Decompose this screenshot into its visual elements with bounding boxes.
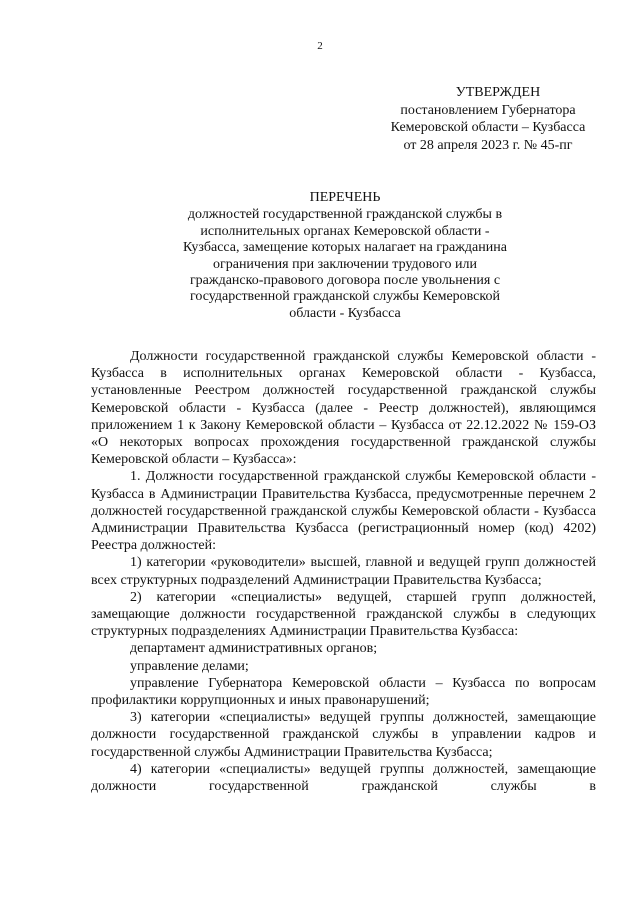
approval-block [370,84,606,154]
paragraph-subitem-4: 4) категории «специалисты» ведущей группы должностей, замещающие должности государственной гражданской службы в [91,761,596,795]
paragraph-department: управление Губернатора Кемеровской области – Кузбасса по вопросам профилактики коррупционных и иных правонарушений; [91,675,596,709]
approval-line: Кемеровской области – Кузбасса [390,120,586,135]
heading-line: гражданско-правового договора после увольнения с [189,273,501,289]
heading-line: государственной гражданской службы Кемеровской [190,289,500,305]
document-title: ПЕРЕЧЕНЬ [309,190,381,205]
heading-line: Кузбасса, замещение которых налагает на гражданина [183,240,507,256]
paragraph-subitem-2: 2) категории «специалисты» ведущей, старшей групп должностей, замещающие должности государственной гражданской службы в следующих структурных подразделениях Администрации Правительства Кузбасса: [91,589,596,640]
approval-title: УТВЕРЖДЕН [455,85,541,100]
paragraph-department: департамент административных органов; [130,641,378,657]
paragraph-subitem-3: 3) категории «специалисты» ведущей группы должностей, замещающие должности государственной гражданской службы в управлении кадров и государственной службы Администрации Правительства Кузбасса; [91,710,596,760]
paragraph-department: управление делами; [130,658,249,674]
paragraph-subitem-1: 1) категории «руководители» высшей, главной и ведущей групп должностей всех структурных подразделений Администрации Правительства Кузбасса; [91,555,596,588]
approval-line: постановлением Губернатора [400,102,576,118]
heading-line: ограничения при заключении трудового или [212,256,478,272]
document-heading [150,190,540,322]
paragraph-intro: Должности государственной гражданской службы Кемеровской области - Кузбасса в исполнительных органах Кемеровской области - Кузбасса, установленные Реестром должностей государственной гражданской службы Кемеровской области - Кузбасса (далее - Реестр должностей), являющимся приложением 1 к Закону Кемеровской области – Кузбасса от 22.12.2022 № 159-ОЗ «О некоторых вопросах прохождения государственной гражданской службы Кемеровской области – Кузбасса»: [91,349,596,468]
heading-line: области - Кузбасса [289,305,401,321]
page-number: 2 [317,40,323,52]
approval-line: от 28 апреля 2023 г. № 45-пг [403,137,573,153]
heading-line: должностей государственной гражданской службы в [187,207,503,223]
paragraph-item-1: 1. Должности государственной гражданской службы Кемеровской области - Кузбасса в Администрации Правительства Кузбасса, предусмотренные перечнем 2 должностей государственной гражданской службы Кемеровской области - Кузбасса Администрации Правительства Кузбасса (регистрационный номер (код) 4202) Реестра должностей: [91,469,596,554]
document-body [91,348,596,795]
heading-line: исполнительных органах Кемеровской области - [200,223,490,239]
